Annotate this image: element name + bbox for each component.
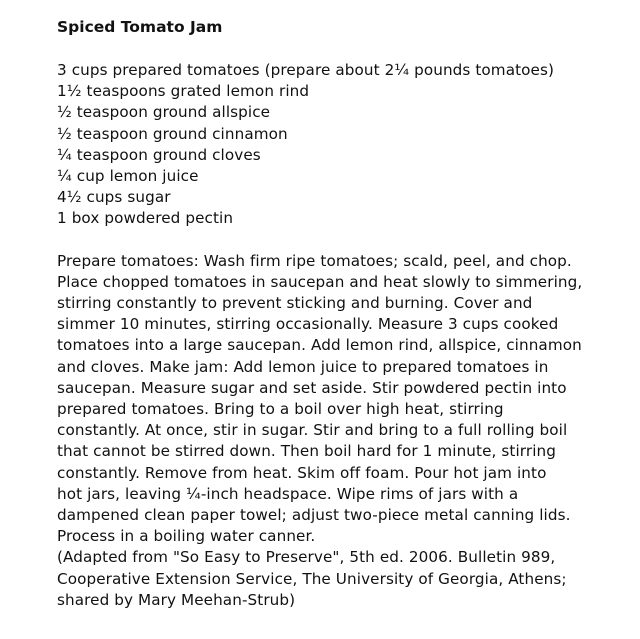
ingredient-item: ¼ teaspoon ground cloves — [57, 145, 261, 164]
ingredient-item: ½ teaspoon ground allspice — [57, 103, 271, 122]
credit-line: shared by Mary Meehan-Strub) — [57, 590, 296, 609]
recipe-credit — [57, 547, 632, 611]
ingredient-item: 4½ cups sugar — [57, 188, 171, 207]
instructions-line: and cloves. Make jam: Add lemon juice to prepared tomatoes in — [57, 357, 549, 376]
instructions-line: simmer 10 minutes, stirring occasionally. Measure 3 cups cooked — [57, 315, 559, 334]
ingredient-list — [57, 60, 632, 230]
ingredient-item: ½ teaspoon ground cinnamon — [57, 124, 288, 143]
recipe — [57, 16, 632, 611]
ingredient-item: 1½ teaspoons grated lemon rind — [57, 82, 310, 101]
instructions-line: Prepare tomatoes: Wash firm ripe tomatoes; scald, peel, and chop. — [57, 251, 572, 270]
credit-line: (Adapted from "So Easy to Preserve", 5th ed. 2006. Bulletin 989, — [57, 548, 556, 567]
instructions-line: stirring constantly to prevent sticking and burning. Cover and — [57, 294, 533, 313]
instructions-line: Process in a boiling water canner. — [57, 527, 316, 546]
ingredient-item: 3 cups prepared tomatoes (prepare about 2¼ pounds tomatoes) — [57, 61, 555, 79]
ingredient-item: ¼ cup lemon juice — [57, 167, 199, 186]
instructions-paragraph — [57, 251, 632, 548]
instructions-line: Place chopped tomatoes in saucepan and heat slowly to simmering, — [57, 272, 583, 291]
credit-line: Cooperative Extension Service, The University of Georgia, Athens; — [57, 569, 567, 588]
instructions-line: dampened clean paper towel; adjust two-piece metal canning lids. — [57, 506, 571, 525]
instructions-line: prepared tomatoes. Bring to a boil over high heat, stirring — [57, 400, 504, 419]
instructions-line: tomatoes into a large saucepan. Add lemon rind, allspice, cinnamon — [57, 336, 582, 355]
instructions-line: constantly. At once, stir in sugar. Stir and bring to a full rolling boil — [57, 421, 568, 440]
recipe-title: Spiced Tomato Jam — [57, 18, 223, 36]
instructions-line: hot jars, leaving ¼-inch headspace. Wipe rims of jars with a — [57, 484, 519, 503]
instructions-line: constantly. Remove from heat. Skim off foam. Pour hot jam into — [57, 463, 547, 482]
instructions-line: that cannot be stirred down. Then boil hard for 1 minute, stirring — [57, 442, 556, 461]
ingredient-item: 1 box powdered pectin — [57, 209, 234, 228]
instructions-line: saucepan. Measure sugar and set aside. Stir powdered pectin into — [57, 378, 567, 397]
